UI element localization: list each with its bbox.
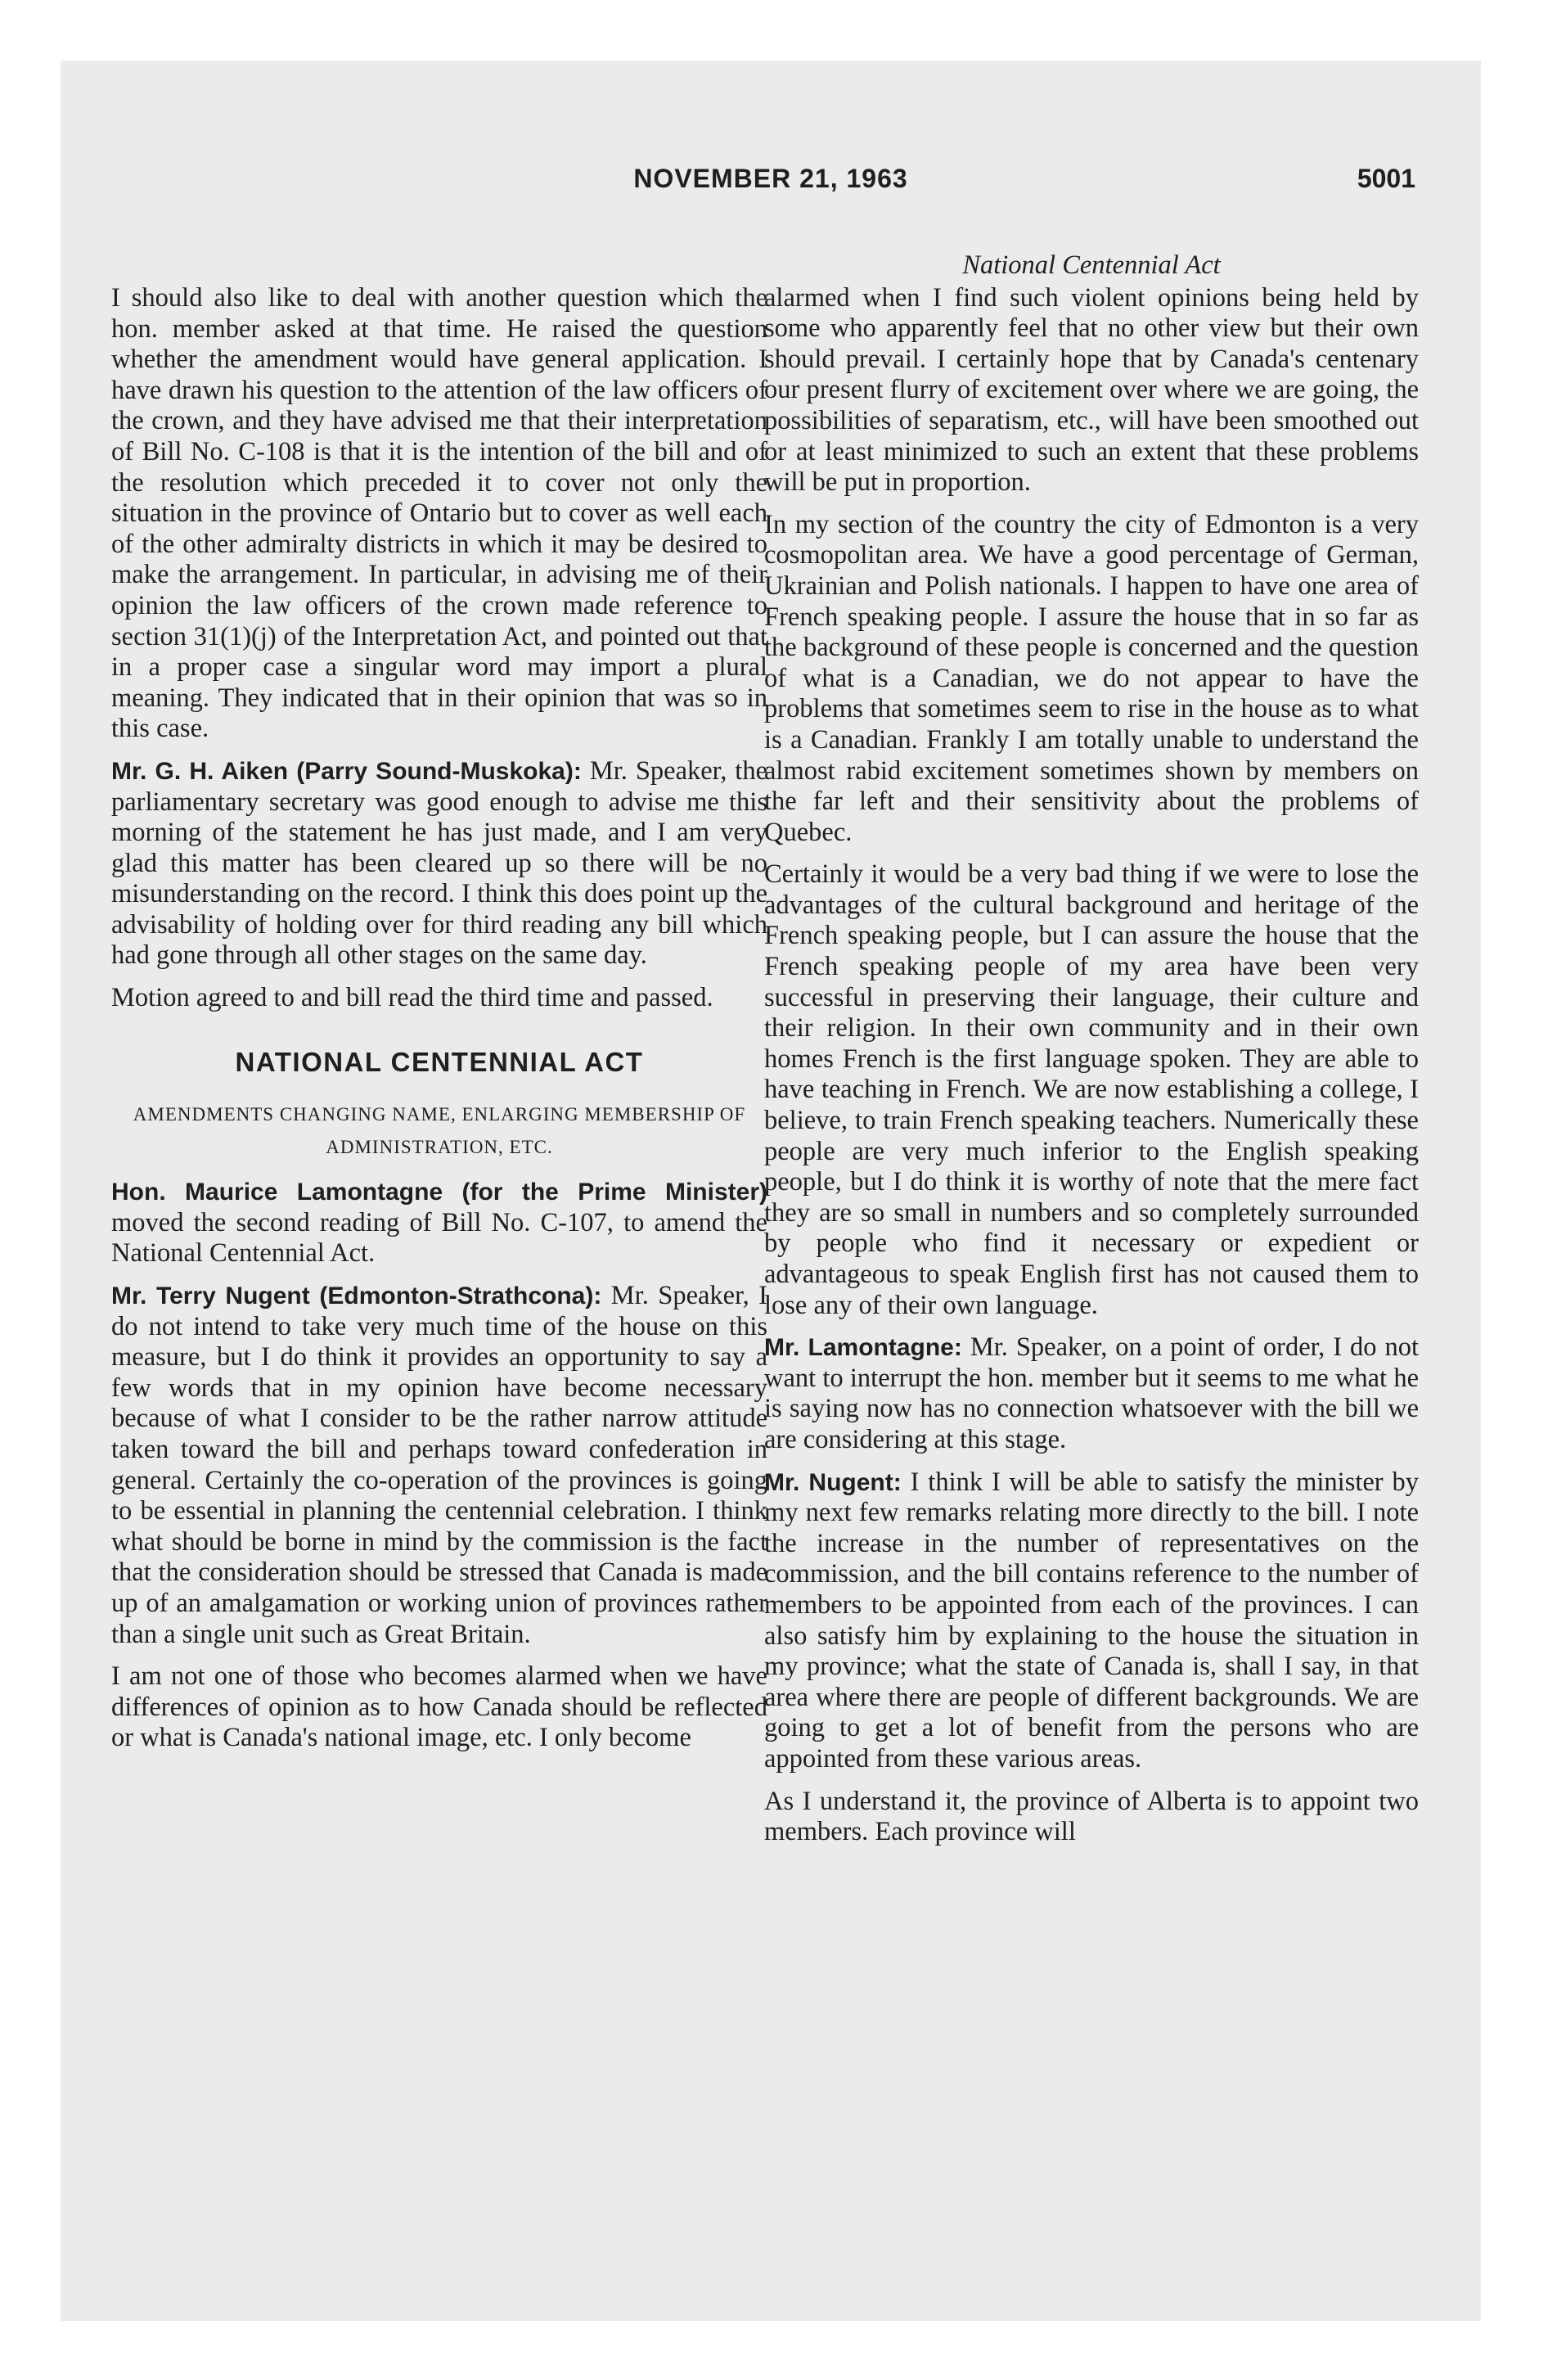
page-number: 5001 bbox=[1357, 164, 1415, 193]
speech-text: Mr. Speaker, on a point of order, I do not want to interrupt the hon. member but it seems to me what he is saying now has no connection whatsoever with the bill we are considering at this stage. bbox=[764, 1332, 1420, 1454]
paragraph: Certainly it would be a very bad thing if we were to lose the advantages of the cultural background and heritage of the French speaking people, but I can assure the house that the French speaking people of my area have been very successful in preserving their language, their culture and their religion. In their own community and in their own homes French is the first language spoken. They are able to have teaching in French. We are now establishing a college, I believe, to train French speaking teachers. Numerically these people are very much inferior to the English speaking people, but I do think it is worthy of note that the mere fact they are so small in numbers and so completely surrounded by people who find it necessary or expedient or advantageous to speak English first has not caused them to lose any of their own language. bbox=[764, 859, 1419, 1320]
speech-text: moved the second reading of Bill No. C-107, to amend the National Centennial Act. bbox=[111, 1207, 767, 1269]
paragraph: I am not one of those who becomes alarmed when we have differences of opinion as to how Canada should be reflected or what is Canada's national image, etc. I only become bbox=[111, 1661, 767, 1753]
speech-text: I think I will be able to satisfy the minister by my next few remarks relating more directly to the bill. I note the increase in the number of representatives on the commission, and the bill contains reference to the number of members to be appointed from each of the provinces. I can also satisfy him by explaining to the house the situation in my province; what the state of Canada is, shall I say, in that area where there are people of different backgrounds. We are going to get a lot of benefit from the persons who are appointed from these various areas. bbox=[764, 1467, 1419, 1774]
left-column bbox=[111, 283, 767, 1765]
section-title: NATIONAL CENTENNIAL ACT bbox=[235, 1046, 644, 1077]
paragraph bbox=[111, 1177, 767, 1269]
paragraph: Motion agreed to and bill read the third time and passed. bbox=[111, 983, 713, 1013]
paragraph bbox=[111, 756, 767, 971]
speaker-name: Mr. Lamontagne: bbox=[764, 1334, 962, 1362]
page-header bbox=[61, 164, 1481, 213]
speaker-name: Hon. Maurice Lamontagne (for the Prime Minister) bbox=[111, 1179, 767, 1206]
speaker-name: Mr. Nugent: bbox=[764, 1468, 902, 1496]
header-date: NOVEMBER 21, 1963 bbox=[633, 164, 908, 193]
speaker-name: Mr. Terry Nugent (Edmonton-Strathcona): bbox=[111, 1282, 602, 1310]
paragraph bbox=[111, 1281, 767, 1650]
paragraph bbox=[764, 1332, 1419, 1455]
paragraph: In my section of the country the city of Edmonton is a very cosmopolitan area. We have a good percentage of German, Ukrainian and Polish nationals. I happen to have one area of French speaking people. I assure the house that in so far as the background of these people is concerned and the question of what is a Canadian, we do not appear to have the problems that sometimes seem to rise in the house as to what is a Canadian. Frankly I am totally unable to understand the almost rabid excitement sometimes shown by members on the far left and their sensitivity about the problems of Quebec. bbox=[764, 509, 1419, 847]
speech-text: Mr. Speaker, the parliamentary secretary was good enough to advise me this morning of the statement he has just made, and I am very glad this matter has been cleared up so there will be no misunderstanding on the record. I think this does point up the advisability of holding over for third reading any bill which had gone through all other stages on the same day. bbox=[111, 755, 767, 971]
speech-text: Mr. Speaker, I do not intend to take very much time of the house on this measure, but I do think it provides an opportunity to say a few words that in my opinion have become necessary because of what I consider to be the rather narrow attitude taken toward the bill and perhaps toward confederation in general. Certainly the co-operation of the provinces is going to be essential in planning the centennial celebration. I think what should be borne in mind by the commission is the fact that the consideration should be stressed that Canada is made up of an amalgamation or working union of provinces rather than a single unit such as Great Britain. bbox=[111, 1281, 768, 1649]
right-column bbox=[764, 250, 1419, 1859]
paragraph: alarmed when I find such violent opinions being held by some who apparently feel that no other view but their own should prevail. I certainly hope that by Canada's centenary our present flurry of excitement over where we are going, the possibilities of separatism, etc., will have been smoothed out or at least minimized to such an extent that these problems will be put in proportion. bbox=[764, 282, 1419, 498]
section-subtitle: AMENDMENTS CHANGING NAME, ENLARGING MEMBERSHIP OF ADMINISTRATION, ETC. bbox=[133, 1104, 746, 1158]
paragraph bbox=[764, 1467, 1419, 1775]
running-head: National Centennial Act bbox=[962, 250, 1221, 280]
paragraph: As I understand it, the province of Alberta is to appoint two members. Each province will bbox=[764, 1786, 1419, 1847]
paragraph: I should also like to deal with another question which the hon. member asked at that time. He raised the question whether the amendment would have general application. I have drawn his question to the attention of the law officers of the crown, and they have advised me that their interpretation of Bill No. C-108 is that it is the intention of the bill and of the resolution which preceded it to cover not only the situation in the province of Ontario but to cover as well each of the other admiralty districts in which it may be desired to make the arrangement. In particular, in advising me of their opinion the law officers of the crown made reference to section 31(1)(j) of the Interpretation Act, and pointed out that in a proper case a singular word may import a plural meaning. They indicated that in their opinion that was so in this case. bbox=[111, 283, 767, 744]
speaker-name: Mr. G. H. Aiken (Parry Sound-Muskoka): bbox=[111, 757, 582, 785]
document-page bbox=[61, 61, 1481, 2321]
